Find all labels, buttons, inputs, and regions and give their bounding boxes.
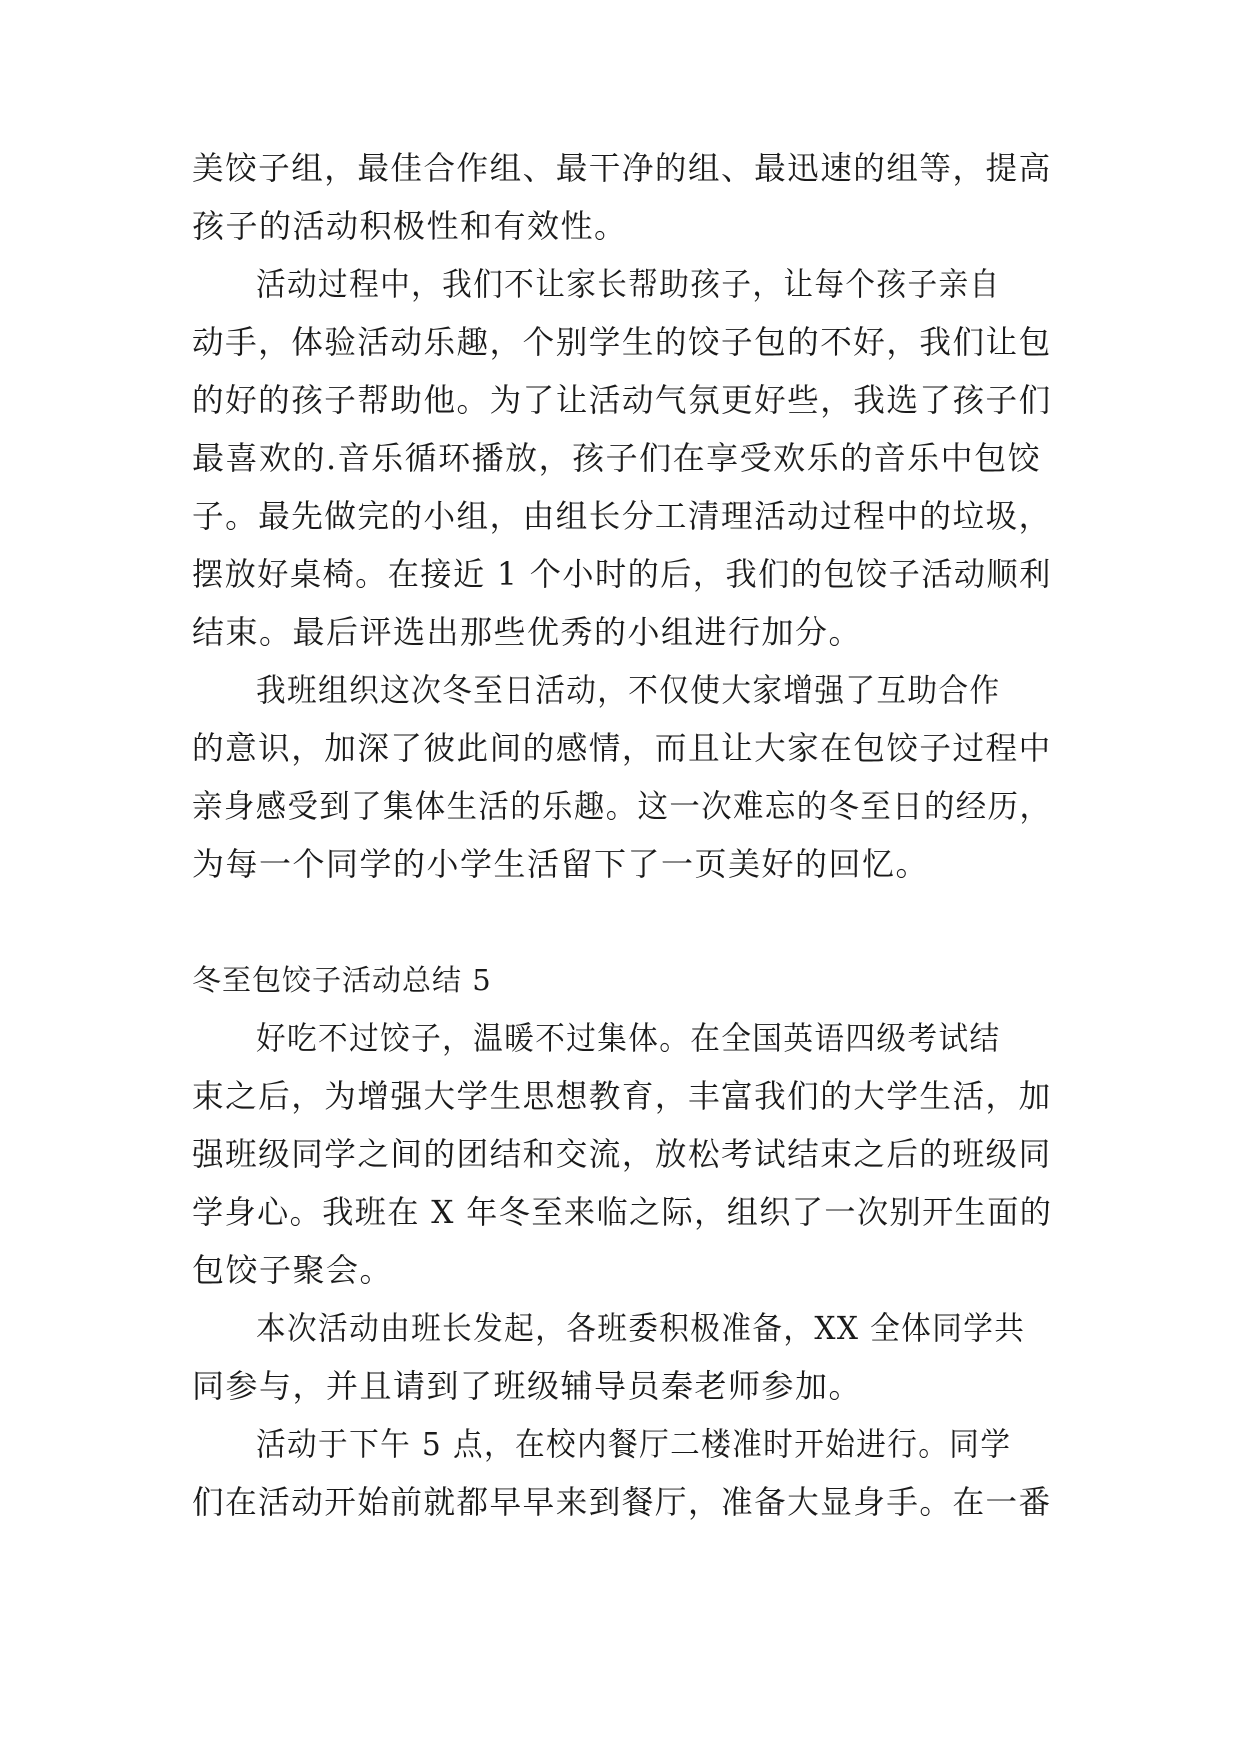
paragraph-line: 摆放好桌椅。在接近 1 个小时的后，我们的包饺子活动顺利 bbox=[192, 555, 1052, 593]
section-title: 冬至包饺子活动总结 5 bbox=[192, 963, 492, 997]
paragraph-line: 束之后，为增强大学生思想教育，丰富我们的大学生活，加 bbox=[192, 1077, 1052, 1115]
paragraph-line: 的好的孩子帮助他。为了让活动气氛更好些，我选了孩子们 bbox=[192, 381, 1052, 419]
paragraph-line: 学身心。我班在 X 年冬至来临之际，组织了一次别开生面的 bbox=[192, 1193, 1053, 1231]
paragraph-line: 最喜欢的.音乐循环播放，孩子们在享受欢乐的音乐中包饺 bbox=[192, 439, 1042, 477]
paragraph-line: 子。最先做完的小组，由组长分工清理活动过程中的垃圾， bbox=[192, 497, 1052, 535]
paragraph-line: 包饺子聚会。 bbox=[192, 1251, 394, 1289]
paragraph-line: 结束。最后评选出那些优秀的小组进行加分。 bbox=[192, 613, 863, 651]
paragraph-line: 活动于下午 5 点，在校内餐厅二楼准时开始进行。同学 bbox=[256, 1425, 1012, 1463]
paragraph-line: 们在活动开始前就都早早来到餐厅，准备大显身手。在一番 bbox=[192, 1483, 1052, 1521]
paragraph-line: 活动过程中，我们不让家长帮助孩子，让每个孩子亲自 bbox=[256, 265, 1001, 303]
paragraph-line: 强班级同学之间的团结和交流，放松考试结束之后的班级同 bbox=[192, 1135, 1052, 1173]
paragraph-line: 美饺子组，最佳合作组、最干净的组、最迅速的组等，提高 bbox=[192, 149, 1052, 187]
paragraph-line: 好吃不过饺子，温暖不过集体。在全国英语四级考试结 bbox=[256, 1019, 1001, 1057]
paragraph-line: 我班组织这次冬至日活动，不仅使大家增强了互助合作 bbox=[256, 671, 1001, 709]
paragraph-line: 孩子的活动积极性和有效性。 bbox=[192, 207, 628, 245]
paragraph-line: 动手，体验活动乐趣，个别学生的饺子包的不好，我们让包 bbox=[192, 323, 1052, 361]
paragraph-line: 本次活动由班长发起，各班委积极准备，XX 全体同学共 bbox=[256, 1309, 1026, 1347]
paragraph-line: 的意识，加深了彼此间的感情，而且让大家在包饺子过程中 bbox=[192, 729, 1052, 767]
paragraph-line: 亲身感受到了集体生活的乐趣。这一次难忘的冬至日的经历， bbox=[192, 787, 1052, 825]
paragraph-line: 同参与，并且请到了班级辅导员秦老师参加。 bbox=[192, 1367, 863, 1405]
paragraph-line: 为每一个同学的小学生活留下了一页美好的回忆。 bbox=[192, 845, 930, 883]
